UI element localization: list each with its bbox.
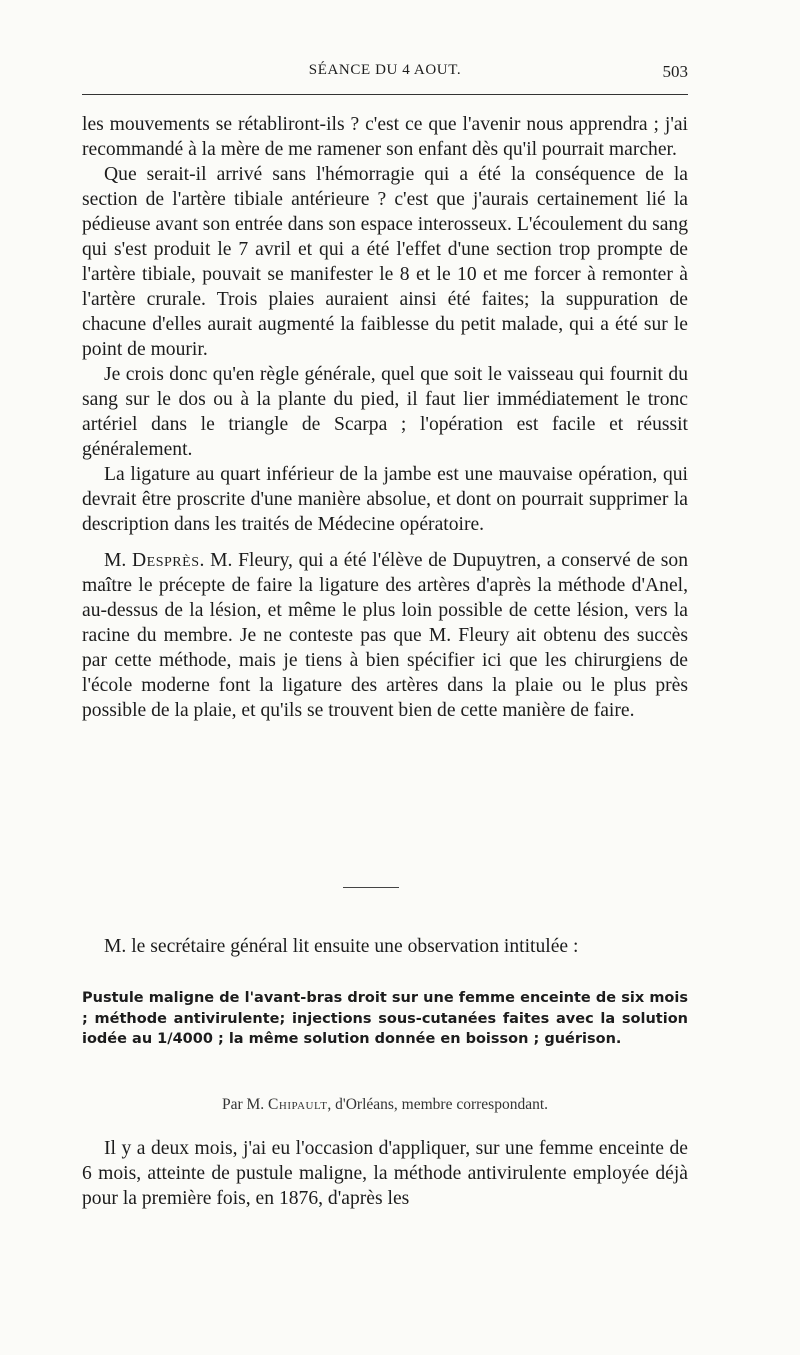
page-number: 503 [662,62,688,81]
running-title: SÉANCE DU 4 AOUT. [308,62,462,78]
speaker-prefix: M. [104,550,133,571]
speaker-text: . M. Fleury, qui a été l'élève de Dupuytren, a conservé de son maître le précepte de faire la ligature des artères d'après la méthode d'Anel, au-dessus de la lésion, et même le plus loin possible de cette lésion, vers la racine du membre. Je ne conteste pas que M. Fleury ait obtenu des succès par cette méthode, mais je tiens à bien spécifier ici que les chirurgiens de l'école moderne font la ligature des artères dans la plaie ou le plus près possible de la plaie, et qu'ils se trouvent bien de cette manière de faire. [82,550,688,721]
paragraph: Je crois donc qu'en règle générale, quel que soit le vaisseau qui fournit du sang sur le dos ou à la plante du pied, il faut lier immédiatement le tronc artériel dans le triangle de Scarpa ; l'opération est facile et réussit généralement. [82,364,688,460]
observation-title: Pustule maligne de l'avant-bras droit sur une femme enceinte de six mois ; méthode antivirulente; injections sous-cutanées faites avec la solution iodée au 1/4000 ; la même solution donnée en boisson ; guérison. [82,990,688,1047]
paragraph: Que serait-il arrivé sans l'hémorragie qui a été la conséquence de la section de l'artère tibiale antérieure ? c'est que j'aurais certainement lié la pédieuse avant son entrée dans son espace interosseux. L'écoulement du sang qui s'est produit le 7 avril et qui a été l'effet d'une section trop prompte de l'artère tibiale, pouvait se manifester le 8 et le 10 et me forcer à remonter à l'artère crurale. Trois plaies auraient ainsi été faites; la suppuration de chacune d'elles aurait augmenté la faiblesse du petit malade, qui a été sur le point de mourir. [82,164,688,360]
header-rule [82,94,688,95]
byline [82,1096,688,1114]
byline-prefix: Par M. [221,1096,269,1113]
section-separator [343,887,399,888]
paragraph: les mouvements se rétabliront-ils ? c'est ce que l'avenir nous apprendra ; j'ai recommandé à la mère de me ramener son enfant dès qu'il pourrait marcher. [82,114,688,160]
paragraph: Il y a deux mois, j'ai eu l'occasion d'appliquer, sur une femme enceinte de 6 mois, atteinte de pustule maligne, la méthode antivirulente employée déjà pour la première fois, en 1876, d'après les [82,1138,688,1209]
speaker-paragraph [82,548,688,723]
paragraph: La ligature au quart inférieur de la jambe est une mauvaise opération, qui devrait être proscrite d'une manière absolue, et dont on pourrait supprimer la description dans les traités de Médecine opératoire. [82,464,688,535]
speaker-name: Desprès [132,550,200,571]
running-header [82,62,688,86]
byline-suffix: , d'Orléans, membre correspondant. [327,1096,549,1113]
announcement: M. le secrétaire général lit ensuite une observation intitulée : [104,936,579,957]
main-text [82,112,688,723]
closing-text [82,1136,688,1211]
byline-author: Chipault [268,1096,328,1113]
